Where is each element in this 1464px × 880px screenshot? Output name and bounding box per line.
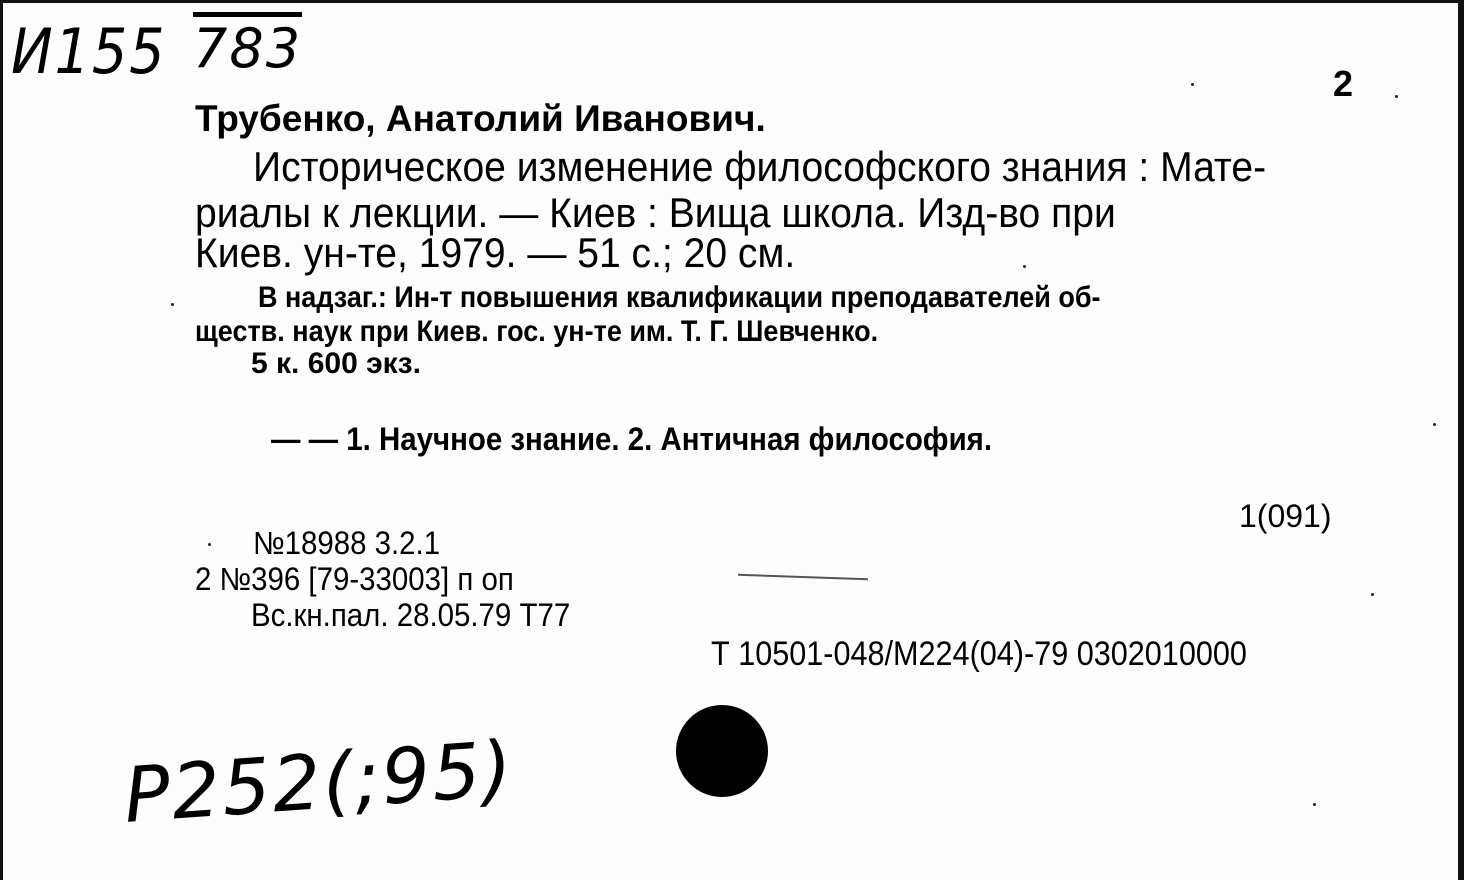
title-line-2: риалы к лекции. — Киев : Вища школа. Изд-во при	[195, 189, 1116, 236]
scan-speck	[1395, 95, 1398, 98]
scan-speck	[1023, 265, 1026, 268]
author-heading: Трубенко, Анатолий Иванович.	[195, 98, 766, 139]
note-line-2: ществ. наук при Киев. гос. ун-те им. Т. Г. Шевченко.	[195, 315, 879, 348]
scan-speck	[171, 303, 174, 306]
udc-code: 1(091)	[1239, 498, 1332, 534]
scan-speck	[1313, 803, 1316, 806]
punch-hole	[676, 705, 768, 797]
title-line-1: Историческое изменение философского знания : Мате-	[253, 143, 1267, 190]
publication-index: Т 10501-048/М224(04)-79 0302010000	[711, 635, 1247, 673]
subject-headings: — — 1. Научное знание. 2. Античная философия.	[271, 421, 993, 457]
price-copies: 5 к. 600 экз.	[251, 347, 421, 380]
service-line-1: №18988 3.2.1	[253, 525, 441, 561]
service-line-2: 2 №396 [79-33003] п оп	[195, 561, 514, 597]
scan-speck	[1433, 423, 1436, 426]
scan-speck	[1371, 593, 1374, 596]
scan-speck	[1191, 83, 1194, 86]
page-number: 2	[1333, 63, 1354, 104]
title-line-3: Киев. ун-те, 1979. — 51 с.; 20 см.	[195, 229, 796, 276]
scan-streak	[738, 574, 868, 581]
call-number-sub: 783	[193, 17, 303, 80]
call-number: И155	[11, 15, 167, 88]
note-line-1: В надзаг.: Ин-т повышения квалификации преподавателей об-	[258, 281, 1101, 314]
shelf-mark: Р252(;95)	[121, 723, 517, 840]
service-line-3: Вс.кн.пал. 28.05.79 Т77	[251, 597, 571, 633]
scan-speck	[208, 543, 211, 546]
